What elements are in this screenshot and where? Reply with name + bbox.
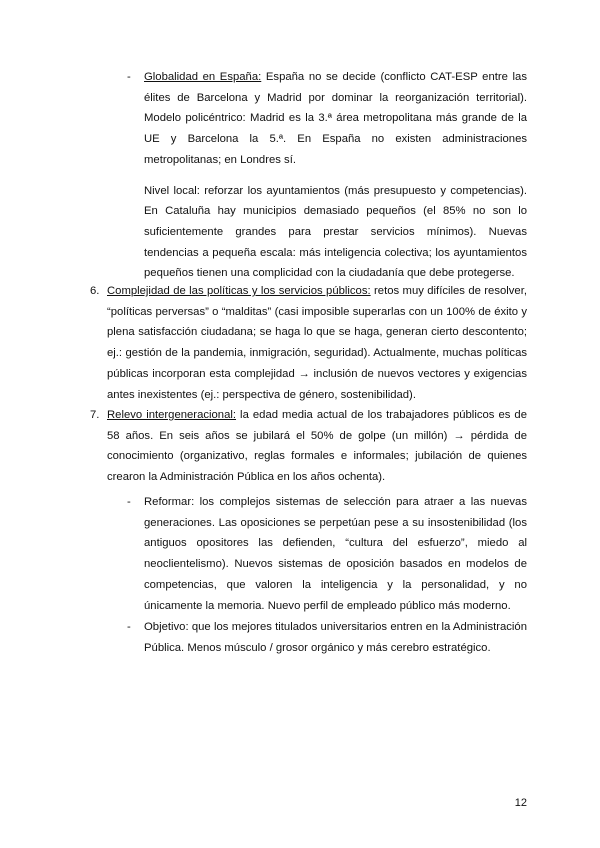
sub-bullet-objetivo-text: Objetivo: que los mejores titulados universitarios entren en la Administración Pública. Menos músculo / grosor orgánico y más cerebro estratégico. xyxy=(144,621,527,654)
list-item-6-paragraph xyxy=(107,281,527,405)
list-item-6 xyxy=(107,281,527,405)
bullet-globalidad xyxy=(144,67,527,284)
sub-bullet-reformar-text: Reformar: los complejos sistemas de selección para atraer a las nuevas generaciones. Las oposiciones se perpetúan pese a su insostenibilidad (los antiguos opositores las defienden, “cultura del esfuerzo”, miedo al neoclientelismo). Nuevos sistemas de oposición basados en modelos de competencias, que valoren la inteligencia y la personalidad, y no únicamente la memoria. Nuevo perfil de empleado público más moderno. xyxy=(144,496,527,612)
bullet-globalidad-text: España no se decide (conflicto CAT-ESP entre las élites de Barcelona y Madrid por dominar la reorganización territorial). Modelo policéntrico: Madrid es la 3.ª área metropolitana más grande de la UE y Barcelona la 5.ª. En España no existen administraciones metropolitanas; en Londres sí. xyxy=(144,71,527,166)
sub-bullet-reformar xyxy=(144,492,527,616)
bullet-globalidad-paragraph xyxy=(144,67,527,171)
list-item-7-title: Relevo intergeneracional: xyxy=(107,409,237,421)
list-marker-7: 7. xyxy=(90,409,100,421)
bullet-marker: - xyxy=(127,71,131,83)
sub-bullet-marker: - xyxy=(127,621,131,633)
list-item-7-paragraph xyxy=(107,405,527,488)
sub-bullet-marker: - xyxy=(127,496,131,508)
sub-bullet-objetivo xyxy=(144,617,527,658)
list-marker-6: 6. xyxy=(90,285,100,297)
page-number: 12 xyxy=(514,797,527,809)
list-item-6-title: Complejidad de las políticas y los servicios públicos: xyxy=(107,285,371,297)
bullet-globalidad-title: Globalidad en España: xyxy=(144,71,262,83)
list-item-7 xyxy=(107,405,527,488)
list-item-7-text: la edad media actual de los trabajadores públicos es de 58 años. En seis años se jubilará el 50% de golpe (un millón) → pérdida de conocimiento (organizativo, reglas formales e informales; jubilación de quienes crearon la Administración Pública en los años ochenta). xyxy=(107,409,527,484)
nivel-local-paragraph: Nivel local: reforzar los ayuntamientos (más presupuesto y competencias). En Cataluña hay municipios demasiado pequeños (el 85% no son lo suficientemente grandes para prestar servicios mínimos). Nuevas tendencias a pequeña escala: más inteligencia colectiva; los ayuntamientos pequeños tienen una complicidad con la ciudadanía que debe protegerse. xyxy=(144,184,527,280)
list-item-6-text: retos muy difíciles de resolver, “políticas perversas” o “malditas” (casi imposible superarlas con un 100% de éxito y plena satisfacción ciudadana; se haga lo que se haga, generan cierto descontento; ej.: gestión de la pandemia, inmigración, seguridad). Actualmente, muchas políticas públicas incorporan esta complejidad → inclusión de nuevos vectores y exigencias antes inexistentes (ej.: perspectiva de género, sostenibilidad). xyxy=(107,285,527,401)
